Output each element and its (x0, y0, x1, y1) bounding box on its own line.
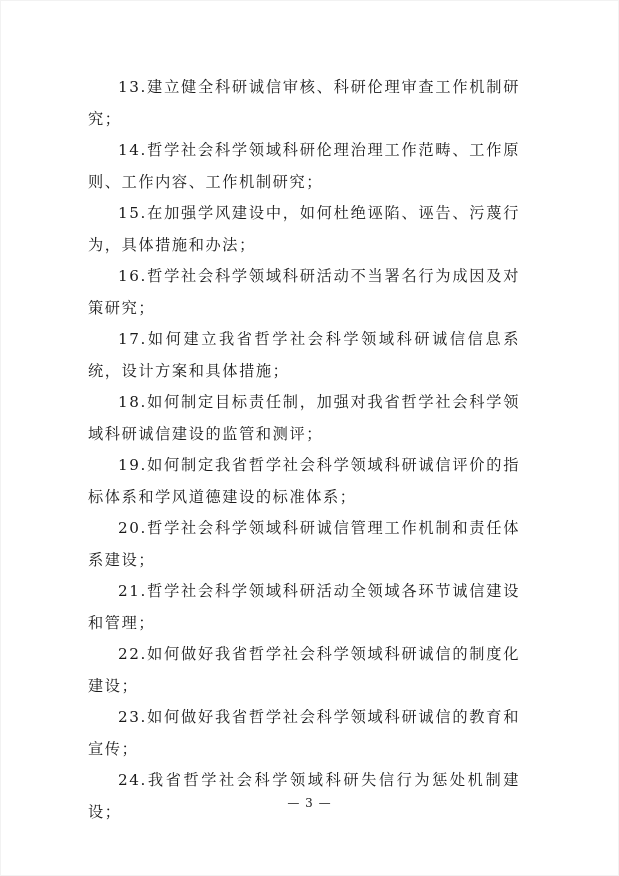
list-item: 23.如何做好我省哲学社会科学领域科研诚信的教育和宣传； (88, 708, 520, 758)
list-item: 21.哲学社会科学领域科研活动全领域各环节诚信建设和管理； (88, 582, 520, 632)
list-item: 24.我省哲学社会科学领域科研失信行为惩处机制建设； (88, 771, 520, 821)
list-item: 20.哲学社会科学领域科研诚信管理工作机制和责任体系建设； (88, 519, 520, 569)
page-number: — 3 — (287, 796, 332, 810)
list-item: 18.如何制定目标责任制，加强对我省哲学社会科学领域科研诚信建设的监管和测评； (88, 393, 520, 443)
list-item: 19.如何制定我省哲学社会科学领域科研诚信评价的指标体系和学风道德建设的标准体系； (88, 456, 520, 506)
list-item: 14.哲学社会科学领域科研伦理治理工作范畴、工作原则、工作内容、工作机制研究； (88, 141, 520, 191)
list-item: 16.哲学社会科学领域科研活动不当署名行为成因及对策研究； (88, 267, 520, 317)
list-item: 17.如何建立我省哲学社会科学领域科研诚信信息系统，设计方案和具体措施； (88, 330, 520, 380)
list-item: 13.建立健全科研诚信审核、科研伦理审查工作机制研究； (88, 78, 520, 128)
list-item: 15.在加强学风建设中，如何杜绝诬陷、诬告、污蔑行为，具体措施和办法； (88, 204, 520, 254)
list-item: 22.如何做好我省哲学社会科学领域科研诚信的制度化建设； (88, 645, 520, 695)
document-body (88, 72, 520, 828)
